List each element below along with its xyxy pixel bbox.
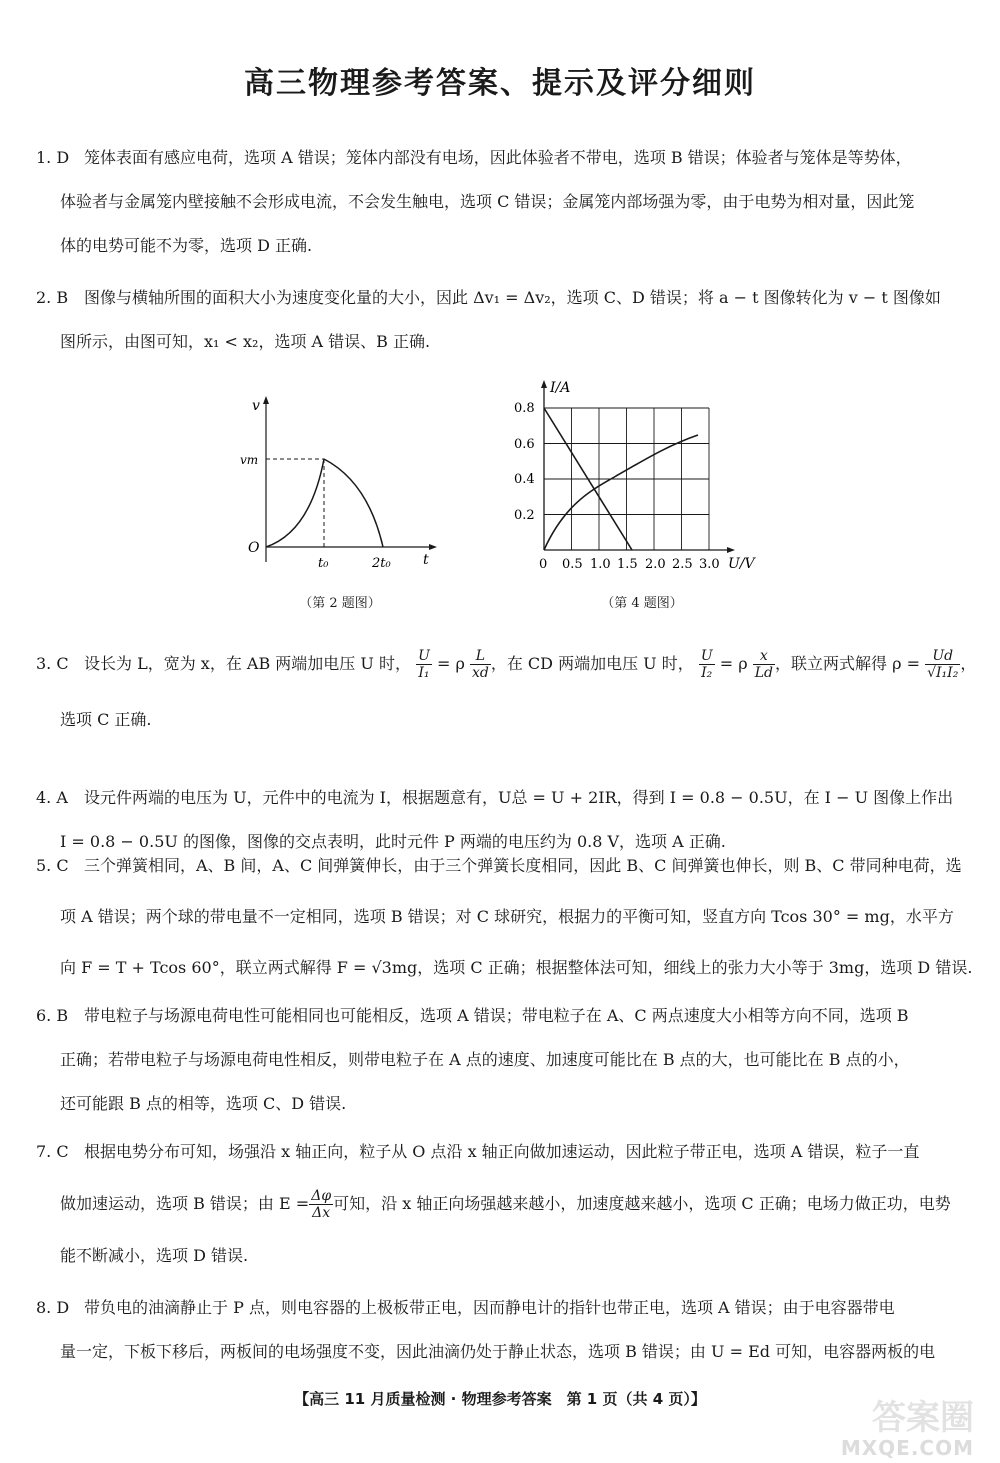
answer-number: 7. C [36,1142,69,1161]
t0-label: t₀ [318,556,329,571]
answer-number: 1. D [36,148,70,167]
y-tick-label: 0.2 [514,508,535,523]
origin-label: O [248,540,260,556]
punctuation: ， [960,654,977,673]
answer-text: 图像与横轴所围的面积大小为速度变化量的大小，因此 Δv₁ = Δv₂，选项 C、D 错误；将 a − t 图像转化为 v − t 图像如 [84,288,941,307]
answer-text: 做加速运动，选项 B 错误；由 E = [60,1194,310,1213]
figure-4-iu-graph [506,376,776,576]
answer-text: 项 A 错误；两个球的带电量不一定相同，选项 B 错误；对 C 球研究，根据力的平衡可知，竖直方向 Tcos 30° = mg，水平方 [60,907,954,926]
page-footer: 【高三 11 月质量检测 · 物理参考答案 第 1 页（共 4 页）】 [294,1390,706,1408]
decelerating-curve [324,459,383,547]
answer-number: 5. C [36,856,69,875]
answer-text: 还可能跟 B 点的相等，选项 C、D 错误. [60,1094,347,1113]
answer-text: 能不断减小，选项 D 错误. [60,1246,249,1265]
answer-text: 选项 C 正确. [60,710,152,729]
answer-text: 带负电的油滴静止于 P 点，则电容器的上极板带正电，因而静电计的指针也带正电，选项 A 错误；由于电容器带电 [84,1298,895,1317]
figure-2-caption: （第 2 题图） [299,596,381,611]
equals-rho: = ρ [436,654,465,673]
y-axis-arrow [263,396,269,404]
answer-text: 根据电势分布可知，场强沿 x 轴正向，粒子从 O 点沿 x 轴正向做加速运动，因此粒子带正电，选项 A 错误，粒子一直 [84,1142,920,1161]
answer-text: 三个弹簧相同，A、B 间，A、C 间弹簧伸长，由于三个弹簧长度相同，因此 B、C 间弹簧也伸长，则 B、C 带同种电荷，选 [84,856,962,875]
answer-6 [36,994,970,1126]
fraction-rho-result: $\frac{Ud}{\text{√I₁I₂}}$ [927,648,959,681]
y-tick-label: 0.8 [514,401,535,416]
x-tick-label: 3.0 [699,557,720,572]
answer-text: ，联立两式解得 ρ = [775,654,920,673]
x-tick-label: 0 [539,557,548,572]
y-tick-label: 0.4 [514,472,535,487]
answer-text: 向 F = T + Tcos 60°，联立两式解得 F = √3mg，选项 C 正确；根据整体法可知，细线上的张力大小等于 3mg，选项 D 错误. [60,958,973,977]
fraction-dphi-over-dx: $\frac{\Delta\varphi}{\Delta x}$ [311,1188,332,1221]
answer-text: 量一定，下板下移后，两板间的电场强度不变，因此油滴仍处于静止状态，选项 B 错误；由 U = Ed 可知，电容器两板的电 [60,1342,936,1361]
answer-number: 3. C [36,654,69,673]
fraction-u-over-i2: $\frac{U}{\text{I₂}}$ [700,648,713,681]
x-axis-arrow [727,547,735,553]
answer-text: 设元件两端的电压为 U，元件中的电流为 I，根据题意有，U总 = U + 2IR，得到 I = 0.8 − 0.5U，在 I − U 图像上作出 [84,788,954,807]
answer-text: ，在 CD 两端加电压 U 时， [490,654,694,673]
fraction-x-over-ld: $\frac{x}{Ld}$ [754,648,773,681]
x-tick-label: 1.0 [590,557,611,572]
vm-label: vm [240,453,259,467]
accelerating-curve [266,459,324,547]
y-tick-label: 0.6 [514,437,535,452]
answer-2 [36,276,970,364]
x-axis-label: t [423,552,429,568]
answer-text: 可知，沿 x 轴正向场强越来越小，加速度越来越小，选项 C 正确；电场力做正功，电势 [333,1194,951,1213]
answer-text: 正确；若带电粒子与场源电荷电性相反，则带电粒子在 A 点的速度、加速度可能比在 B 点的大，也可能比在 B 点的小， [60,1050,910,1069]
answer-text: 图所示，由图可知，x₁ < x₂，选项 A 错误、B 正确. [60,332,431,351]
answer-text: 设长为 L，宽为 x，在 AB 两端加电压 U 时， [84,654,411,673]
answer-number: 6. B [36,1006,69,1025]
x-tick-label: 1.5 [617,557,638,572]
answer-text: 体验者与金属笼内壁接触不会形成电流，不会发生触电，选项 C 错误；金属笼内部场强为零，由于电势为相对量，因此笼 [60,192,915,211]
x-tick-label: 0.5 [562,557,583,572]
watermark-logo [804,1400,974,1460]
answer-3 [36,642,977,742]
grid [544,408,709,550]
fraction-l-over-xd: $\frac{L}{xd}$ [471,648,489,681]
y-axis-arrow [541,380,547,388]
2t0-label: 2t₀ [372,556,391,571]
fraction-u-over-i1: $\frac{U}{\text{I₁}}$ [418,648,430,681]
figure-2-vt-graph [228,392,448,582]
watermark-text: MXQE.COM [840,1436,974,1460]
answer-8 [36,1286,970,1374]
answer-1 [36,136,970,268]
answer-5 [36,840,973,993]
x-axis-arrow [429,544,437,550]
y-axis-label: v [252,398,260,414]
answer-text: I = 0.8 − 0.5U 的图像，图像的交点表明，此时元件 P 两端的电压约为 0.8 V，选项 A 正确. [60,832,726,851]
page-title: 高三物理参考答案、提示及评分细则 [244,66,756,101]
x-axis-label: U/V [728,556,755,572]
answer-text: 带电粒子与场源电荷电性可能相同也可能相反，选项 A 错误；带电粒子在 A、C 两点速度大小相等方向不同，选项 B [84,1006,909,1025]
answer-7 [36,1126,970,1282]
y-axis-label: I/A [550,380,571,396]
answer-number: 8. D [36,1298,70,1317]
answer-text: 体的电势可能不为零，选项 D 正确. [60,236,313,255]
answer-number: 2. B [36,288,69,307]
x-tick-label: 2.0 [645,557,666,572]
answer-text: 笼体表面有感应电荷，选项 A 错误；笼体内部没有电场，因此体验者不带电，选项 B 错误；体验者与笼体是等势体， [84,148,912,167]
watermark-top: 答案圈 [872,1398,974,1438]
figure-4-caption: （第 4 题图） [601,596,683,611]
equals-rho: = ρ [719,654,748,673]
answer-number: 4. A [36,788,68,807]
x-tick-label: 2.5 [672,557,693,572]
